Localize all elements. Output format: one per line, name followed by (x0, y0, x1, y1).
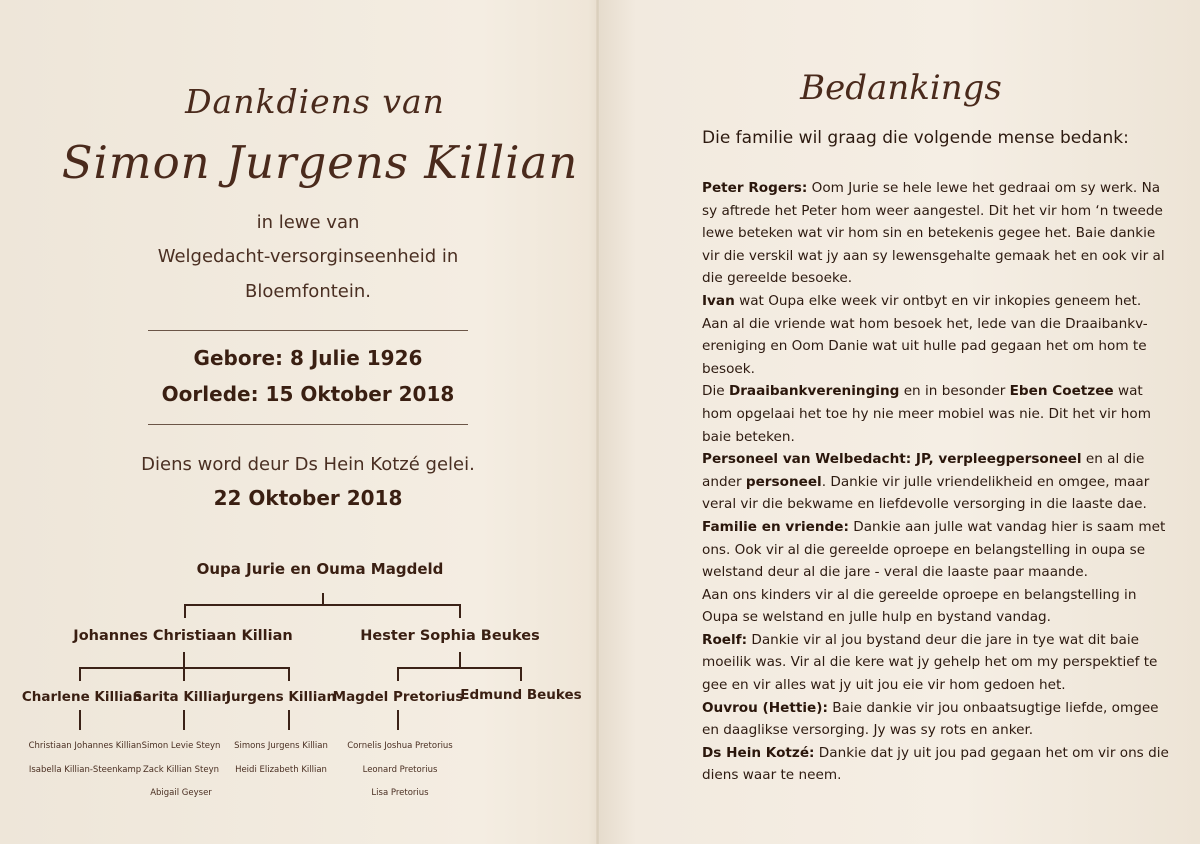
tree-line (288, 667, 290, 681)
thanks-paragraph: Roelf: Dankie vir al jou bystand deur die jare in tye wat dit baie moeilik was. Vir al die kere wat jy gehelp het om my perspektief te gee en vir alles wat jy uit jou eie vir hom gedoen het. (702, 631, 1158, 694)
thanks-paragraph: Aan ons kinders vir al die gereelde oproepe en belangstelling in Oupa se welstand en julle hulp en bystand vandag. (702, 586, 1137, 626)
life-line-1: in lewe van (256, 212, 360, 233)
child-hester: Hester Sophia Beukes (360, 628, 540, 644)
service-date: 22 Oktober 2018 (213, 486, 403, 510)
tree-line (184, 604, 186, 618)
great-grandchild: Lisa Pretorius (371, 788, 429, 798)
tree-line (183, 652, 185, 668)
tree-line (397, 710, 399, 730)
page-fold (596, 0, 600, 844)
tree-line (79, 710, 81, 730)
thanks-paragraph: Ouvrou (Hettie): Baie dankie vir jou onbaatsugtige liefde, omgee en daaglikse versorging. Jy was sy rots en anker. (702, 699, 1159, 739)
great-grandchild: Zack Killian Steyn (142, 765, 220, 775)
tree-line (459, 652, 461, 668)
tree-line (288, 710, 290, 730)
right-page (602, 0, 1200, 844)
tree-root: Oupa Jurie en Ouma Magdeld (196, 560, 444, 578)
great-grandchild: Christiaan Johannes Killian (28, 741, 142, 751)
tree-line (184, 604, 461, 606)
acknowledgements-body (702, 177, 1172, 787)
thanks-paragraph: Aan al die vriende wat hom besoek het, lede van die Draaibankv-ereniging en Oom Danie wat uit hulle pad gegaan het om hom te besoek. (702, 315, 1148, 377)
tree-line (397, 667, 399, 681)
thanks-paragraph: Die Draaibankvereninging en in besonder Eben Coetzee wat hom opgelaai het toe hy nie meer mobiel was nie. Dit het vir hom baie beteken. (702, 383, 1151, 445)
birth-date: Gebore: 8 Julie 1926 (193, 346, 423, 370)
great-grandchild: Abigail Geyser (150, 788, 212, 798)
grandchild-charlene: Charlene Killian (21, 689, 143, 705)
divider-top (148, 330, 468, 331)
tree-line (183, 667, 185, 681)
acknowledgements-title: Bedankings (800, 68, 1002, 108)
thanks-paragraph: Personeel van Welbedacht: JP, verpleegpersoneel en al die ander personeel. Dankie vir julle vriendelikheid en omgee, maar veral vir die bekwame en liefdevolle versorging in die laaste dae. (702, 451, 1150, 513)
tree-line (520, 667, 522, 681)
tree-line (79, 667, 81, 681)
great-grandchild: Isabella Killian-Steenkamp (28, 765, 142, 775)
thanks-paragraph: Peter Rogers: Oom Jurie se hele lewe het gedraai om sy werk. Na sy aftrede het Peter hom weer aangestel. Dit het vir hom ‘n tweede lewe beteken wat vir hom sin en betekenis gegee het. Baie dankie vir die verskil wat jy aan sy lewensgehalte gemaak het en ook vir al die gereelde besoeke. (702, 180, 1165, 287)
life-line-2: Welgedacht-versorginseenheid in (157, 246, 459, 267)
thanks-paragraph: Ds Hein Kotzé: Dankie dat jy uit jou pad gegaan het om vir ons die diens waar te neem. (702, 744, 1169, 784)
acknowledgements-intro: Die familie wil graag die volgende mense bedank: (702, 128, 1129, 148)
grandchild-sarita: Sarita Killian (132, 689, 232, 705)
grandchild-magdel: Magdel Pretorius (332, 689, 464, 705)
great-grandchild: Leonard Pretorius (362, 765, 438, 775)
great-grandchild: Simons Jurgens Killian (234, 741, 328, 751)
thanks-paragraph: Familie en vriende: Dankie aan julle wat vandag hier is saam met ons. Ook vir al die gereelde oproepe en belangstelling in oupa se welstand deur al die jare - veral die laaste paar maande. (702, 518, 1166, 581)
death-date: Oorlede: 15 Oktober 2018 (161, 382, 455, 406)
grandchild-edmund: Edmund Beukes (460, 687, 582, 703)
left-page (0, 0, 596, 844)
service-officiant: Diens word deur Ds Hein Kotzé gelei. (141, 454, 475, 475)
divider-bottom (148, 424, 468, 425)
tree-line (397, 667, 522, 669)
thanks-paragraph: Ivan wat Oupa elke week vir ontbyt en vir inkopies geneem het. (702, 292, 1142, 309)
child-johannes: Johannes Christiaan Killian (73, 628, 293, 644)
life-line-3: Bloemfontein. (245, 281, 371, 302)
great-grandchild: Heidi Elizabeth Killian (235, 765, 327, 775)
tree-line (183, 710, 185, 730)
deceased-name: Simon Jurgens Killian (61, 136, 579, 189)
great-grandchild: Simon Levie Steyn (141, 741, 221, 751)
heading-dankdiens: Dankdiens van (185, 82, 445, 121)
grandchild-jurgens: Jurgens Killian (225, 689, 337, 705)
tree-line (459, 604, 461, 618)
great-grandchild: Cornelis Joshua Pretorius (347, 741, 453, 751)
